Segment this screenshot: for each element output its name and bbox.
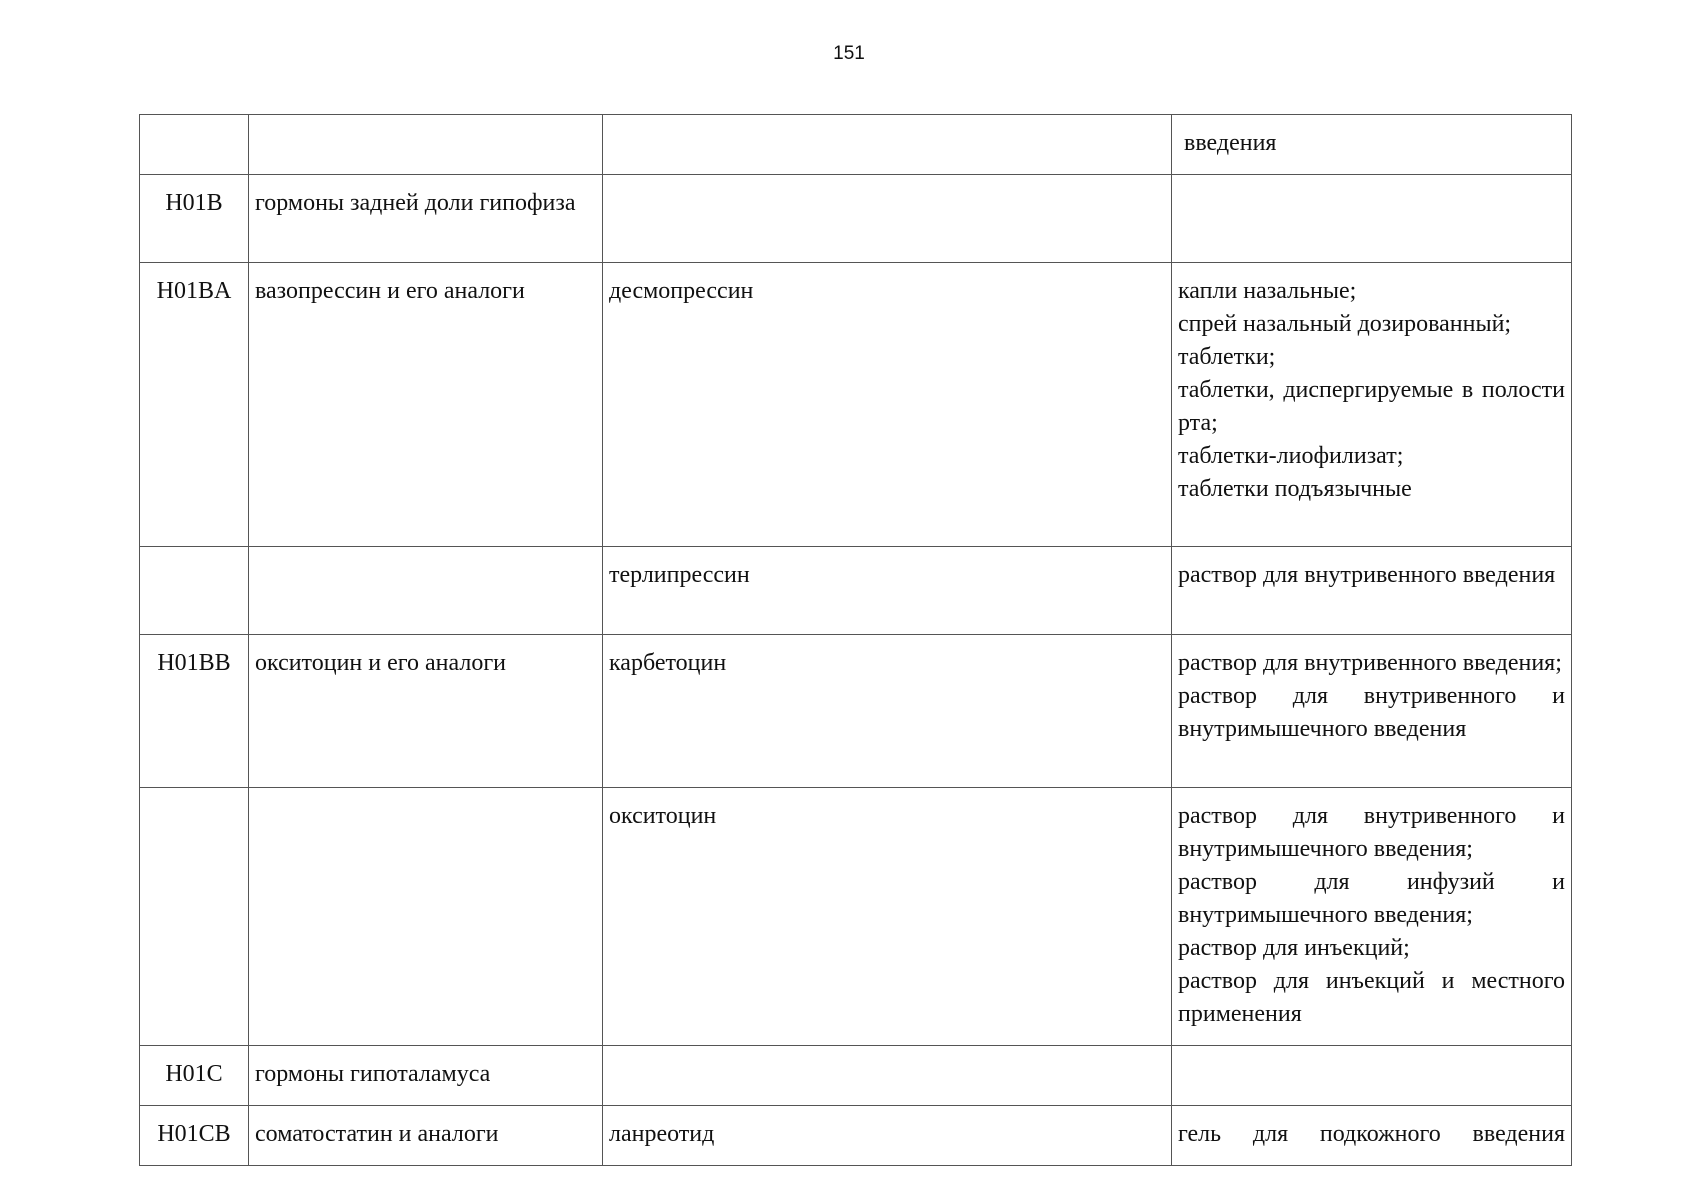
- table-row: [140, 788, 1572, 1046]
- atc-code: H01C: [140, 1046, 249, 1106]
- dosage-form: капли назальные;: [1178, 278, 1357, 304]
- atc-group: гормоны задней доли гипофиза: [249, 175, 603, 263]
- table-row: [140, 635, 1572, 788]
- dosage-forms: [1172, 547, 1572, 635]
- drug-name: десмопрессин: [603, 263, 1172, 547]
- dosage-form: раствор для внутривенного введения: [1178, 562, 1556, 588]
- atc-group: соматостатин и аналоги: [249, 1106, 603, 1166]
- drug-table: [139, 114, 1572, 1166]
- atc-code: H01BA: [140, 263, 249, 547]
- drug-name: [603, 115, 1172, 175]
- dosage-form: таблетки-лиофилизат;: [1178, 443, 1404, 469]
- dosage-forms: [1172, 263, 1572, 547]
- dosage-form: раствор для инъекций и местного применения: [1178, 968, 1565, 1027]
- dosage-form: раствор для инфузий и внутримышечного введения;: [1178, 869, 1565, 928]
- atc-group: гормоны гипоталамуса: [249, 1046, 603, 1106]
- dosage-form: гель для подкожного введения: [1178, 1121, 1565, 1147]
- dosage-form: раствор для внутривенного и внутримышечного введения;: [1178, 803, 1565, 862]
- table-row: [140, 263, 1572, 547]
- atc-code: H01B: [140, 175, 249, 263]
- table-row: [140, 1046, 1572, 1106]
- dosage-form: раствор для внутривенного и внутримышечного введения: [1178, 683, 1565, 742]
- dosage-forms: [1172, 1106, 1572, 1166]
- dosage-form: введения: [1184, 130, 1277, 156]
- drug-name: терлипрессин: [603, 547, 1172, 635]
- atc-group: вазопрессин и его аналоги: [249, 263, 603, 547]
- dosage-form: раствор для инъекций;: [1178, 935, 1410, 961]
- atc-code: [140, 115, 249, 175]
- dosage-forms: [1172, 635, 1572, 788]
- drug-name: окситоцин: [603, 788, 1172, 1046]
- atc-group: [249, 788, 603, 1046]
- dosage-form: таблетки, диспергируемые в полости рта;: [1178, 377, 1565, 436]
- dosage-forms: [1172, 788, 1572, 1046]
- drug-name: карбетоцин: [603, 635, 1172, 788]
- drug-name: [603, 175, 1172, 263]
- dosage-forms: [1172, 175, 1572, 263]
- table-row: [140, 115, 1572, 175]
- page-number: 151: [833, 43, 865, 64]
- atc-group: [249, 115, 603, 175]
- dosage-form: спрей назальный дозированный;: [1178, 311, 1512, 337]
- atc-group: [249, 547, 603, 635]
- table-row: [140, 547, 1572, 635]
- atc-code: H01CB: [140, 1106, 249, 1166]
- dosage-form: таблетки подъязычные: [1178, 476, 1412, 502]
- dosage-forms: [1172, 115, 1572, 175]
- table-row: [140, 1106, 1572, 1166]
- atc-code: [140, 547, 249, 635]
- dosage-form: раствор для внутривенного введения;: [1178, 650, 1562, 676]
- dosage-form: таблетки;: [1178, 344, 1276, 370]
- atc-code: [140, 788, 249, 1046]
- table-row: [140, 175, 1572, 263]
- drug-name: ланреотид: [603, 1106, 1172, 1166]
- dosage-forms: [1172, 1046, 1572, 1106]
- drug-name: [603, 1046, 1172, 1106]
- atc-code: H01BB: [140, 635, 249, 788]
- atc-group: окситоцин и его аналоги: [249, 635, 603, 788]
